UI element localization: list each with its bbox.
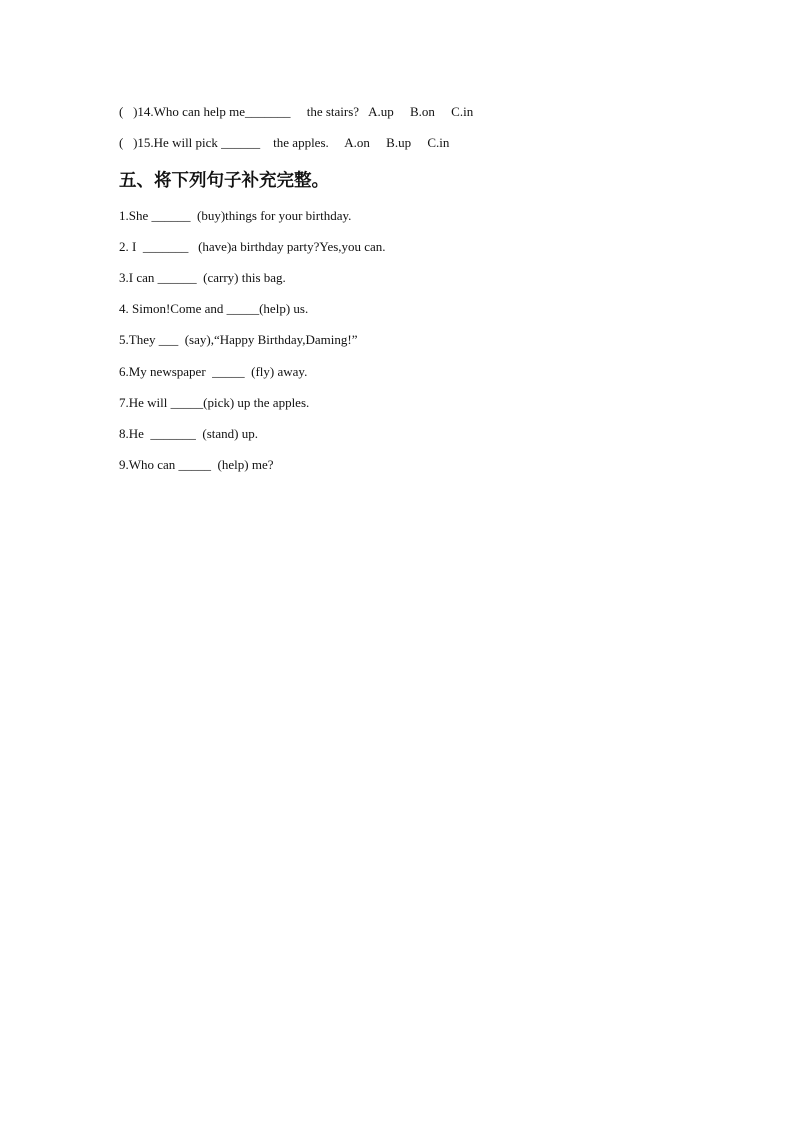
fill-in-sentence-7: 7.He will _____(pick) up the apples.: [119, 395, 310, 410]
fill-in-sentence-8: 8.He _______ (stand) up.: [119, 426, 259, 441]
choice-question-14: ( )14.Who can help me_______ the stairs? A.up B.on C.in: [119, 104, 474, 119]
fill-in-sentence-4: 4. Simon!Come and _____(help) us.: [119, 301, 309, 316]
fill-in-sentence-2: 2. I _______ (have)a birthday party?Yes,you can.: [119, 239, 386, 254]
fill-in-sentence-3: 3.I can ______ (carry) this bag.: [119, 270, 286, 285]
fill-in-sentence-1: 1.She ______ (buy)things for your birthday.: [119, 208, 352, 223]
fill-in-sentence-5: 5.They ___ (say),“Happy Birthday,Daming!”: [119, 332, 358, 347]
fill-in-sentence-6: 6.My newspaper _____ (fly) away.: [119, 364, 308, 379]
section-heading: 五、将下列句子补充完整。: [119, 171, 329, 191]
fill-in-sentence-9: 9.Who can _____ (help) me?: [119, 457, 274, 472]
choice-question-15: ( )15.He will pick ______ the apples. A.on B.up C.in: [119, 135, 450, 150]
